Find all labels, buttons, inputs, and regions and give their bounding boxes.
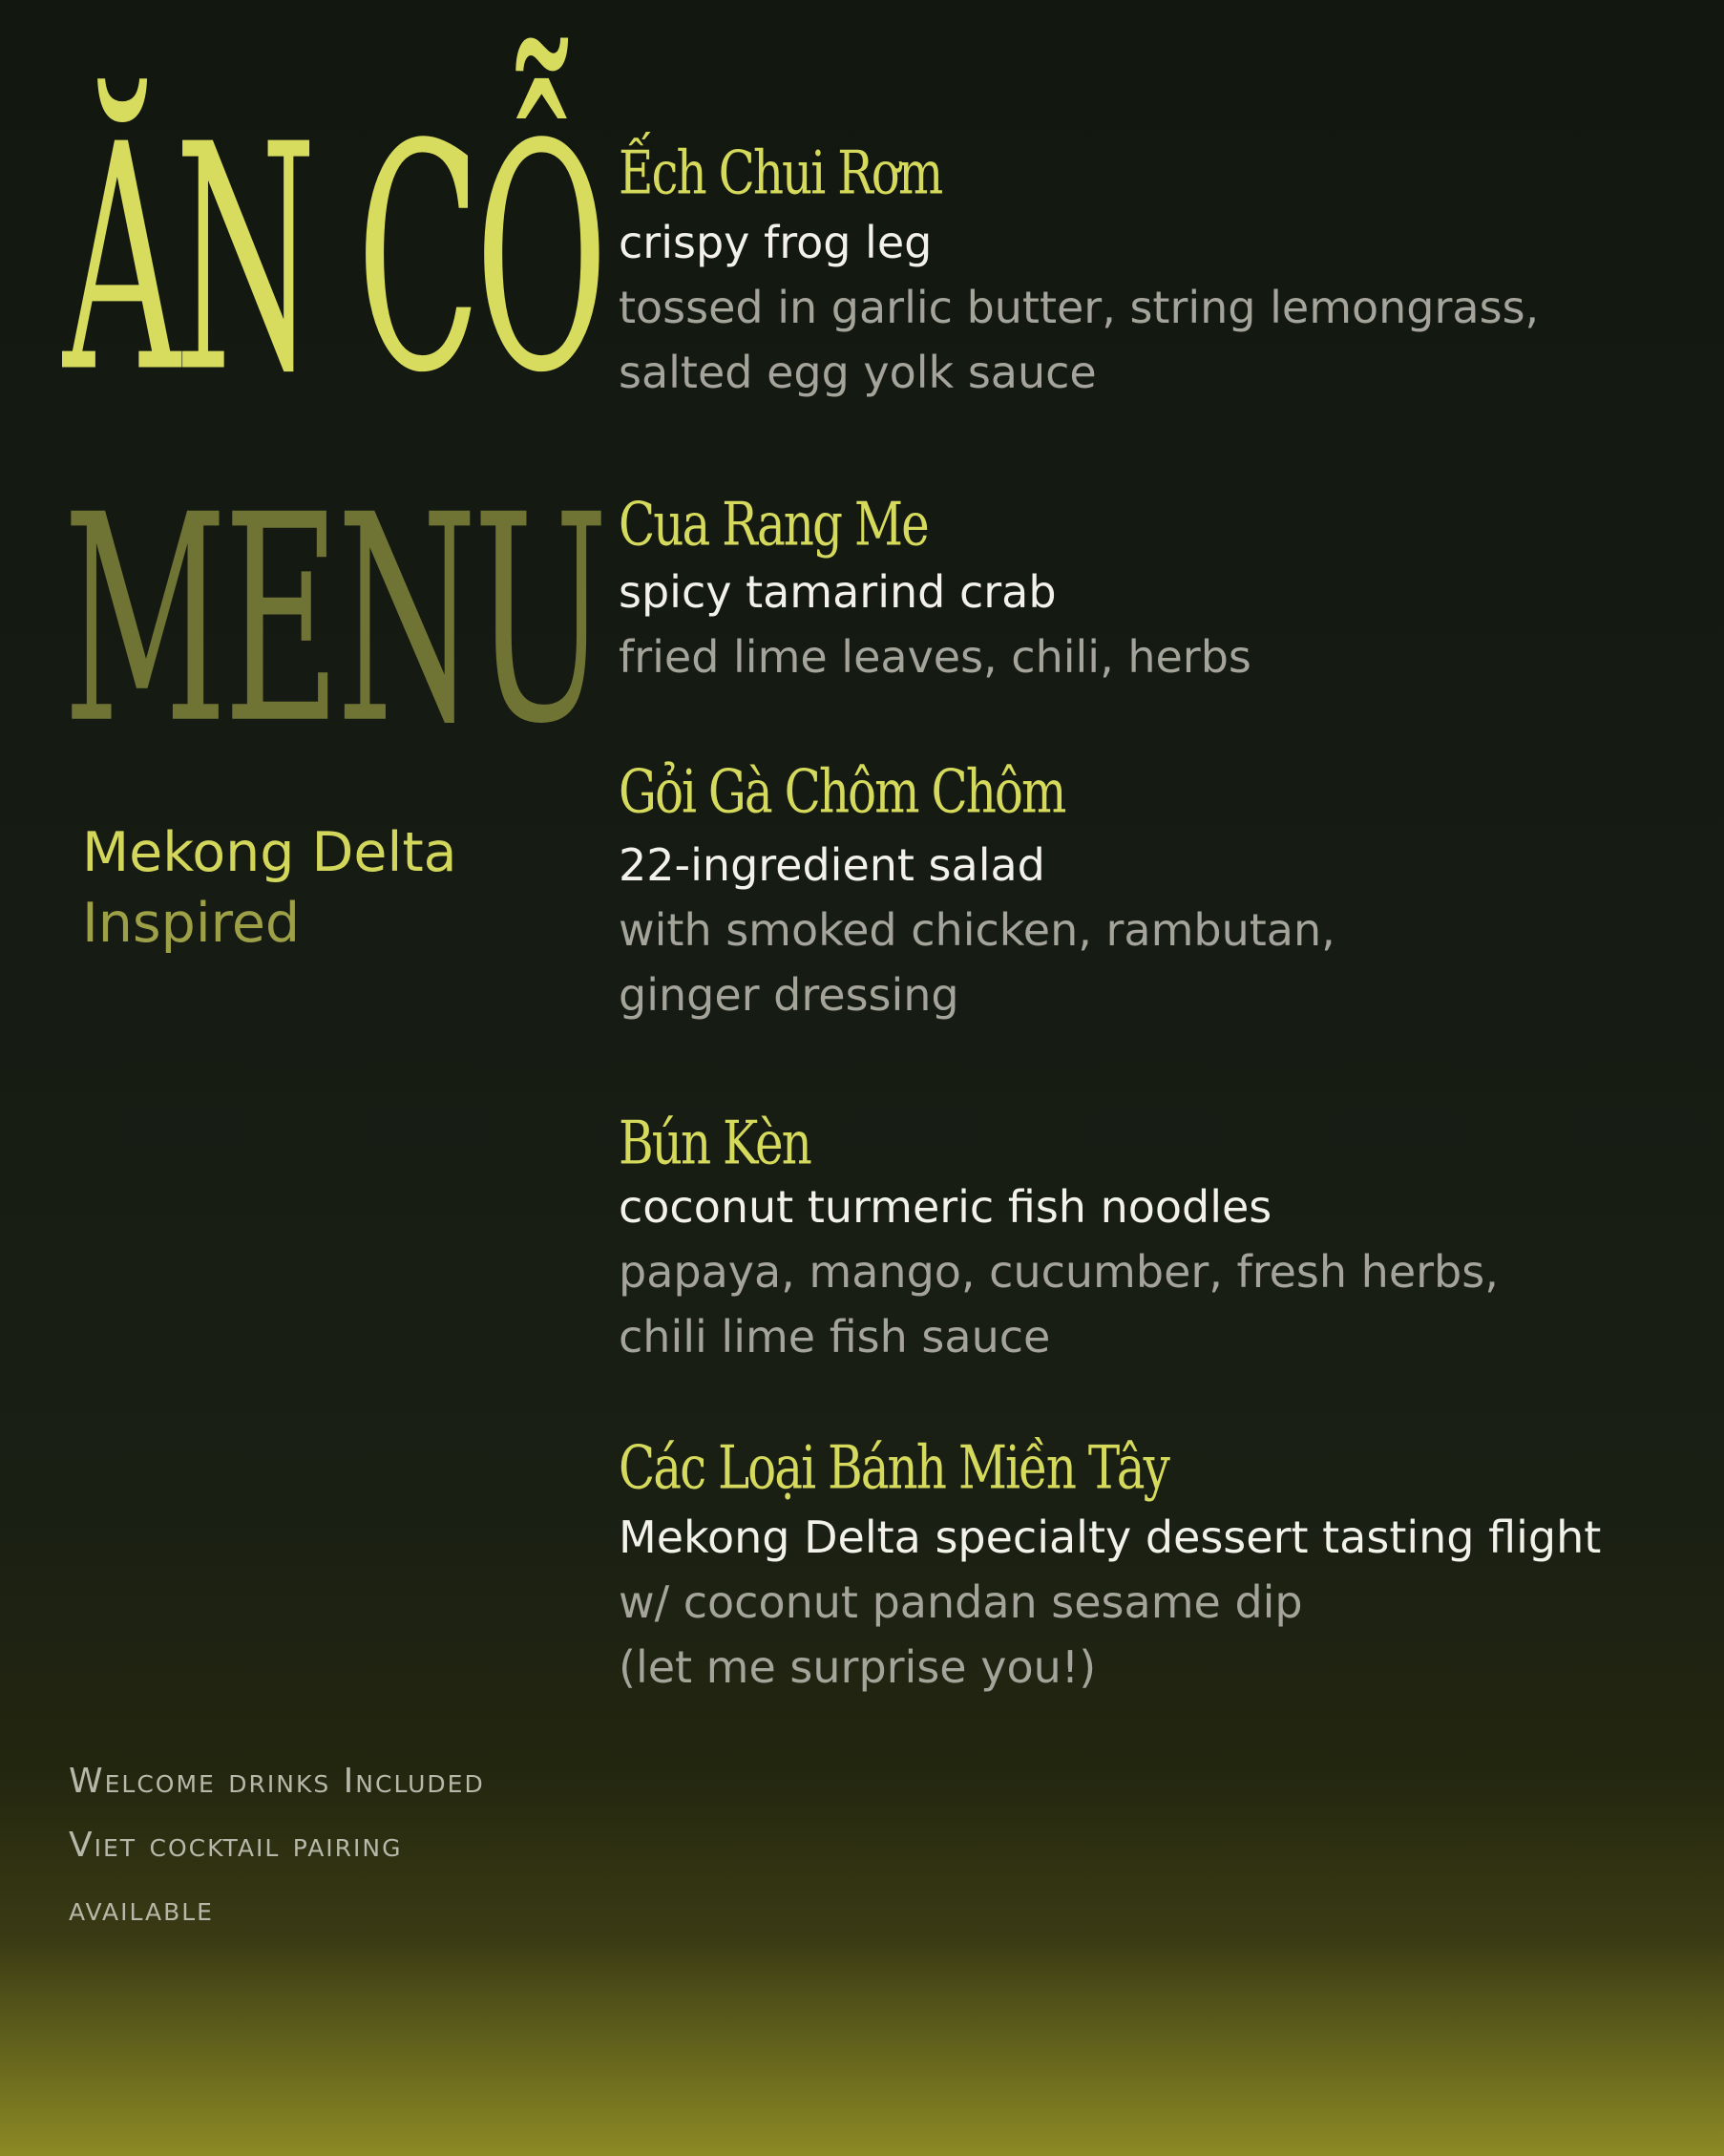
dish-description: papaya, mango, cucumber, fresh herbs, — [619, 1246, 1499, 1298]
tagline-inspired: Inspired — [82, 892, 301, 955]
dish-description: tossed in garlic butter, string lemongrass, — [619, 282, 1540, 333]
footer-notes — [69, 1749, 485, 1941]
dish-description: salted egg yolk sauce — [619, 347, 1097, 398]
dish-title: Mekong Delta specialty dessert tasting flight — [619, 1511, 1602, 1563]
dish-title: 22-ingredient salad — [619, 839, 1045, 891]
dish-title: crispy frog leg — [619, 217, 933, 268]
dish-item — [619, 138, 1688, 405]
dish-item — [619, 1433, 1688, 1700]
dish-item — [619, 757, 1688, 1027]
dish-name: Cua Rang Me — [619, 490, 928, 560]
title-menu: MENU — [63, 454, 605, 787]
tagline — [82, 817, 457, 959]
dish-description: (let me surprise you!) — [619, 1641, 1097, 1693]
tagline-region: Mekong Delta — [82, 821, 457, 884]
dish-description: with smoked chicken, rambutan, — [619, 904, 1335, 956]
dish-name: Ếch Chui Rơm — [619, 138, 942, 208]
title-an-co: ĂN CỖ — [63, 79, 602, 443]
dish-name: Các Loại Bánh Miền Tây — [619, 1433, 1168, 1503]
note-available: available — [69, 1890, 214, 1929]
dish-description: w/ coconut pandan sesame dip — [619, 1576, 1303, 1628]
dish-item — [619, 490, 1688, 689]
dish-title: spicy tamarind crab — [619, 566, 1057, 618]
dish-description: fried lime leaves, chili, herbs — [619, 631, 1251, 683]
dish-title: coconut turmeric fish noodles — [619, 1181, 1272, 1233]
note-welcome-drinks: Welcome drinks Included — [69, 1762, 485, 1801]
dish-item — [619, 1109, 1688, 1369]
note-cocktail-pairing: Viet cocktail pairing — [69, 1826, 403, 1865]
dish-description: ginger dressing — [619, 969, 959, 1021]
dish-description: chili lime fish sauce — [619, 1311, 1051, 1363]
dish-name: Gỏi Gà Chôm Chôm — [619, 757, 1065, 827]
dish-name: Bún Kèn — [619, 1109, 810, 1178]
